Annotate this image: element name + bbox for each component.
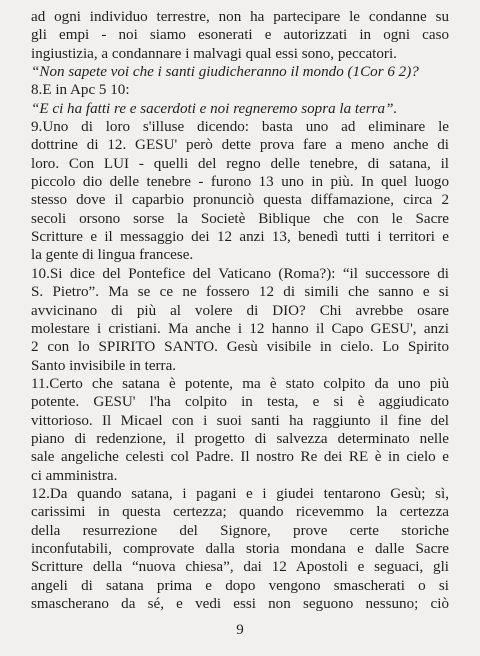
page-number: 9 — [236, 622, 244, 638]
text-line: Scritture e il messaggio dei 12 anzi 13, benedì tutti i territori e — [31, 229, 449, 246]
text-line: inconfutabili, comprovate dalla storia mondana e dalle Sacre — [31, 540, 449, 557]
text-line: vittorioso. Il Micael con i suoi santi ha raggiunto il fine del — [31, 412, 449, 429]
text-line: smascherano da sé, e vedi essi non seguono nessuno; ciò — [31, 596, 449, 612]
text-line: angeli di satana prima e dopo vengono smascherati o si — [31, 577, 449, 594]
text-line: piccolo dio delle tenebre - furono 13 uno in più. In quel luogo — [31, 174, 449, 191]
text-line: della resurrezione del Signore, prove certe storiche — [31, 522, 449, 539]
text-line: ci amministra. — [31, 467, 118, 484]
text-line: 2 con lo SPIRITO SANTO. Gesù visibile in cielo. Lo Spirito — [31, 339, 449, 356]
text-line: ingiustizia, a condannare i malvagi qual essi sono, peccatori. — [31, 45, 397, 62]
text-line: 12.Da quando satana, i pagani e i giudei tentarono Gesù; sì, — [31, 485, 449, 502]
text-line: Scritture della “nuova chiesa”, dai 12 Apostoli e seguaci, gli — [31, 559, 449, 576]
text-line: stesso dove il caparbio pronunciò questa diffamazione, circa 2 — [31, 192, 449, 209]
text-line: la gente di lingua francese. — [31, 247, 194, 264]
text-line: dottrine di 12. GESU' però dette prova fare a meno anche di — [31, 137, 449, 154]
text-line: secoli orsono sorse la Societè Biblique che con le Sacre — [31, 210, 449, 227]
text-line: piano di redenzione, il progetto di salvezza determinato nelle — [31, 430, 449, 447]
text-line: sale angeliche celesti col Padre. Il nostro Re dei RE è in cielo e — [31, 449, 449, 466]
text-line: gli empi - noi siamo esonerati e autorizzati in ogni caso — [31, 27, 449, 44]
text-line: ad ogni individuo terrestre, non ha partecipare le condanne su — [31, 9, 449, 25]
text-line: 8.E in Apc 5 10: — [31, 82, 130, 99]
text-line: 11.Certo che satana è potente, ma è stato colpito da uno più — [31, 375, 449, 392]
text-line: 9.Uno di loro s'illuse dicendo: basta uno ad eliminare le — [31, 119, 449, 136]
text-line: molestare i cristiani. Ma anche i 12 hanno il Capo GESU', anzi — [31, 320, 449, 337]
bible-quote-line: “Non sapete voi che i santi giudicheranno il mondo (1Cor 6 2)? — [31, 64, 419, 81]
text-line: potente. GESU' l'ha colpito in testa, e si è aggiudicato — [31, 394, 449, 411]
text-line: avvicinano di più al volere di DIO? Chi avrebbe osare — [31, 302, 449, 319]
bible-quote-line: “E ci ha fatti re e sacerdoti e noi regneremo sopra la terra”. — [31, 100, 398, 117]
text-line: Santo invisibile in terra. — [31, 357, 177, 374]
text-line: loro. Con LUI - quelli del regno delle tenebre, di satana, il — [31, 155, 449, 172]
text-line: S. Pietro”. Ma se ce ne fossero 12 di simili che sanno e si — [31, 284, 449, 301]
text-line: carissimi in questa certezza; quando ricevemmo la certezza — [31, 504, 449, 521]
body-text — [31, 8, 449, 613]
text-line: 10.Si dice del Pontefice del Vaticano (Roma?): “il successore di — [31, 265, 449, 282]
